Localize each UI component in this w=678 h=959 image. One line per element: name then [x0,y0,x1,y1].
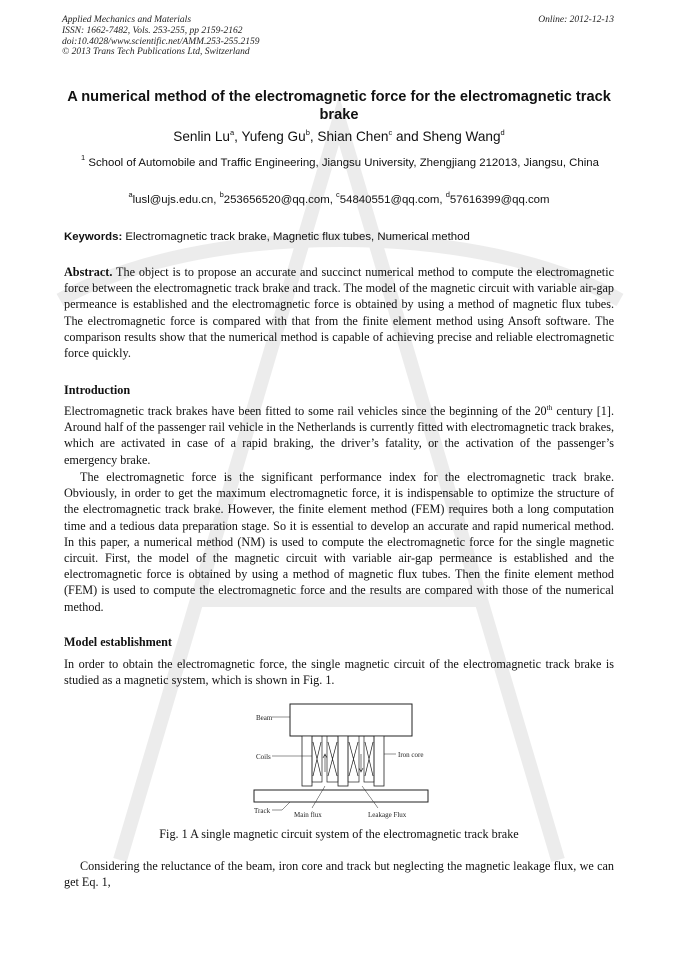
issn-line: ISSN: 1662-7482, Vols. 253-255, pp 2159-2162 [62,25,243,36]
track-leader [272,802,290,810]
flux-arrow-down [359,754,363,772]
figure-magnetic-circuit [250,702,432,822]
author-separator: , [309,129,318,144]
abstract-label: Abstract. [64,265,113,279]
label-beam: Beam [256,714,273,722]
iron-core [374,736,384,786]
email-address[interactable]: 253656520@qq.com [223,194,330,206]
introduction-heading: Introduction [64,383,131,397]
doi-line: doi:10.4028/www.scientific.net/AMM.253-255.2159 [62,36,260,47]
iron-core [302,736,312,786]
beam-block [290,704,412,736]
email-separator: , [213,194,220,206]
email-sup: a [128,190,133,199]
email-address[interactable]: lusl@ujs.edu.cn [132,194,214,206]
intro-p1-sup: th [546,403,553,412]
figure-caption: Fig. 1 A single magnetic circuit system of the electromagnetic track brake [159,827,519,841]
abstract [64,264,614,361]
affiliation-text: School of Automobile and Traffic Engineering, Jiangsu University, Zhengjiang 212013, Jiangsu, China [85,157,599,169]
author-name: Shian Chen [317,129,389,144]
iron-core [338,736,348,786]
online-date: Online: 2012-12-13 [538,15,614,25]
introduction-paragraph-2: The electromagnetic force is the significant performance index for the electromagnetic track brake. Obviously, in order to get the maximum electromagnetic force, it is indispensable to optimize the structure of the electromagnetic track brake. However, the finite element method (FEM) requires both a long computation time and a tedious data preparation stage. So it is essential to develop an accurate and rapid numerical method. In this paper, a numerical method (NM) is used to compute the electromagnetic force for the single magnetic circuit. First, the model of the magnetic circuit with variable air-gap permeance is established and the electromagnetic force is obtained by using a method of magnetic flux tubes. Then the finite element method (FEM) is used to compute the electromagnetic force and the results are compared with those of the numerical method. [64,470,614,614]
author-separator: , [234,129,242,144]
email-sup: d [445,190,450,199]
email-list [58,190,620,207]
label-main-flux: Main flux [294,811,322,819]
email-separator: , [439,194,446,206]
email-address[interactable]: 54840551@qq.com [339,194,440,206]
email-sup: c [336,190,340,199]
model-paragraph-1: In order to obtain the electromagnetic force, the single magnetic circuit of the electromagnetic track brake is studied as a magnetic system, which is shown in Fig. 1. [64,657,614,688]
label-leakage-flux: Leakage Flux [368,811,407,819]
abstract-text: The object is to propose an accurate and succinct numerical method to compute the electromagnetic force between the electromagnetic track brake and track. The model of the magnetic circuit with variable air-gap permeance is established and the electromagnetic force is obtained by using a method of magnetic flux tubes. The electromagnetic force is compared with that from the finite element method using Ansoft software. The comparison results show that the numerical method is capable of achieving precise and reliable electromagnetic force quickly. [64,265,614,361]
model-heading: Model establishment [64,635,172,649]
copyright-line: © 2013 Trans Tech Publications Ltd, Switzerland [62,47,250,58]
author-name: Sheng Wang [422,129,501,144]
affiliation [66,153,614,171]
author-name: Yufeng Gu [241,129,306,144]
paper-title: A numerical method of the electromagnetic force for the electromagnetic track brake [67,89,611,123]
coil-winding [365,742,373,776]
model-paragraph-2: Considering the reluctance of the beam, iron core and track but neglecting the magnetic leakage flux, we can get Eq. 1, [64,859,614,890]
track-block [254,790,428,802]
intro-p1-text-cont: century [1]. Around half of the passenger rail vehicle in the Netherlands is currently fitted with electromagnetic track brakes, which are activated in case of a rapid braking, the driver’s fatality, or the activation of the passenger’s emergency brake. [64,404,614,467]
label-track: Track [254,807,271,815]
label-coils: Coils [256,753,271,761]
author-separator: and [392,129,423,144]
keywords-text: Electromagnetic track brake, Magnetic flux tubes, Numerical method [122,231,470,243]
intro-p1-text: Electromagnetic track brakes have been fitted to some rail vehicles since the beginning of the 20 [64,404,547,418]
coil-winding [313,742,321,776]
email-separator: , [329,194,337,206]
coil-winding [349,742,358,776]
keywords [64,230,616,244]
email-sup: b [219,190,224,199]
author-sup: a [229,128,235,137]
author-sup: c [388,128,393,137]
flux-arrow-up [323,754,327,772]
label-iron-core: Iron core [398,751,424,759]
email-address[interactable]: 57616399@qq.com [449,194,550,206]
affiliation-sup: 1 [81,153,86,162]
journal-header [62,15,259,58]
author-sup: b [305,128,310,137]
author-list [58,128,620,146]
author-name: Senlin Lu [173,129,230,144]
author-sup: d [500,128,505,137]
coil-winding [328,742,337,776]
magnetic-circuit-diagram [250,702,432,822]
introduction-paragraph-1 [64,403,614,468]
journal-name: Applied Mechanics and Materials [62,15,192,25]
keywords-label: Keywords: [64,231,123,243]
